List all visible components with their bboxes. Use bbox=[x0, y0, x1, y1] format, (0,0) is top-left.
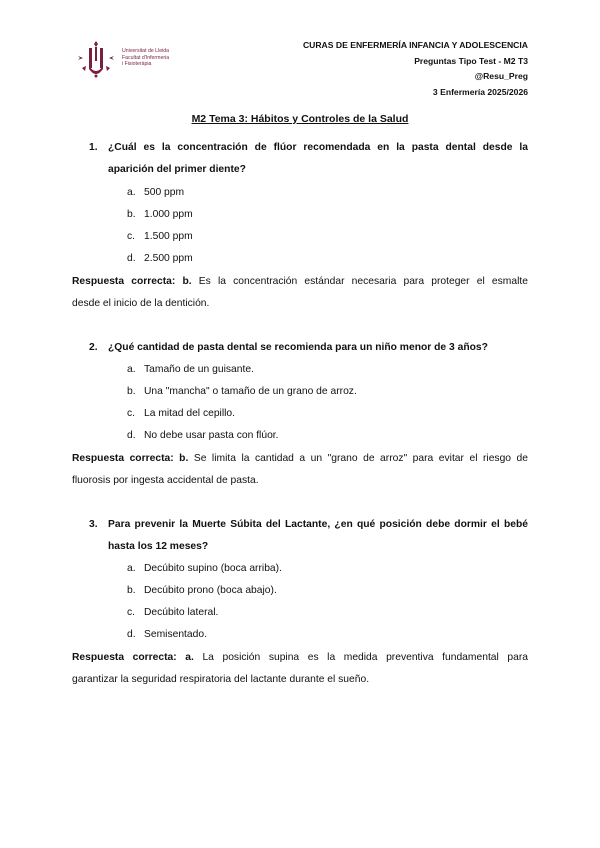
answer-line bbox=[72, 448, 528, 470]
question-text-line: aparición del primer diente? bbox=[108, 164, 246, 175]
page-title: M2 Tema 3: Hábitos y Controles de la Salud bbox=[191, 113, 409, 125]
answer-text: garantizar la seguridad respiratoria del lactante durante el sueño. bbox=[72, 674, 370, 685]
question-text-line: ¿Qué cantidad de pasta dental se recomienda para un niño menor de 3 años? bbox=[108, 342, 488, 353]
option-letter: b. bbox=[127, 585, 136, 596]
answer-2 bbox=[72, 448, 528, 492]
option-text: Decúbito lateral. bbox=[144, 607, 219, 618]
document-header bbox=[303, 38, 528, 100]
option-letter: c. bbox=[127, 607, 136, 618]
answer-line bbox=[72, 647, 528, 669]
answer-label: Respuesta correcta: b. bbox=[72, 453, 189, 464]
university-logo bbox=[74, 40, 194, 80]
option-letter: d. bbox=[127, 629, 136, 640]
answer-text: La posición supina es la medida preventiva fundamental para bbox=[202, 652, 528, 663]
question-3 bbox=[89, 514, 528, 558]
option-letter: d. bbox=[127, 430, 136, 441]
option-text: 500 ppm bbox=[144, 187, 185, 198]
option-letter: c. bbox=[127, 231, 136, 242]
option-text: 1.000 ppm bbox=[144, 209, 193, 220]
question-text-line: hasta los 12 meses? bbox=[108, 541, 209, 552]
option-text: Tamaño de un guisante. bbox=[144, 364, 254, 375]
answer-text: Se limita la cantidad a un "grano de arroz" para evitar el riesgo de bbox=[193, 453, 528, 464]
option-text: 2.500 ppm bbox=[144, 253, 193, 264]
answer-label: Respuesta correcta: b. bbox=[72, 276, 192, 287]
university-name bbox=[122, 48, 169, 68]
option-text: 1.500 ppm bbox=[144, 231, 193, 242]
answer-1 bbox=[72, 271, 528, 315]
course-name: CURAS DE ENFERMERÍA INFANCIA Y ADOLESCENCIA bbox=[302, 40, 528, 50]
logo-line: i Fisioteràpia bbox=[122, 61, 152, 67]
question-number: 3. bbox=[89, 519, 98, 530]
option-text: Decúbito prono (boca abajo). bbox=[144, 585, 277, 596]
author-handle: @Resu_Preg bbox=[474, 71, 528, 81]
answer-text: fluorosis por ingesta accidental de pasta. bbox=[72, 475, 259, 486]
option-letter: b. bbox=[127, 386, 136, 397]
option-letter: a. bbox=[127, 187, 136, 198]
option-letter: c. bbox=[127, 408, 136, 419]
answer-text: Es la concentración estándar necesaria para proteger el esmalte bbox=[198, 276, 528, 287]
option-letter: d. bbox=[127, 253, 136, 264]
test-subtitle: Preguntas Tipo Test - M2 T3 bbox=[414, 55, 528, 66]
answer-text: desde el inicio de la dentición. bbox=[72, 298, 210, 309]
option-letter: a. bbox=[127, 364, 136, 375]
question-text-line: Para prevenir la Muerte Súbita del Lactante, ¿en qué posición debe dormir el bebé bbox=[108, 519, 528, 530]
course-year: 3 Enfermería 2025/2026 bbox=[432, 86, 528, 97]
question-2 bbox=[89, 337, 528, 359]
option-text: Decúbito supino (boca arriba). bbox=[144, 563, 282, 574]
question-number: 1. bbox=[89, 142, 98, 153]
option-letter: b. bbox=[127, 209, 136, 220]
option-text: Semisentado. bbox=[144, 629, 207, 640]
answer-line bbox=[72, 271, 528, 293]
question-text-line: ¿Cuál es la concentración de flúor recomendada en la pasta dental desde la bbox=[108, 142, 528, 153]
logo-line: Universitat de Lleida bbox=[122, 48, 170, 54]
option-letter: a. bbox=[127, 563, 136, 574]
question-number: 2. bbox=[89, 342, 98, 353]
option-text: No debe usar pasta con flúor. bbox=[144, 430, 279, 441]
university-crest-icon bbox=[74, 40, 118, 80]
question-1 bbox=[89, 137, 528, 181]
answer-3 bbox=[72, 647, 528, 691]
answer-label: Respuesta correcta: a. bbox=[72, 652, 194, 663]
option-text: Una "mancha" o tamaño de un grano de arroz. bbox=[144, 386, 357, 397]
logo-line: Facultat d'Infermeria bbox=[122, 54, 170, 61]
option-text: La mitad del cepillo. bbox=[144, 408, 236, 419]
